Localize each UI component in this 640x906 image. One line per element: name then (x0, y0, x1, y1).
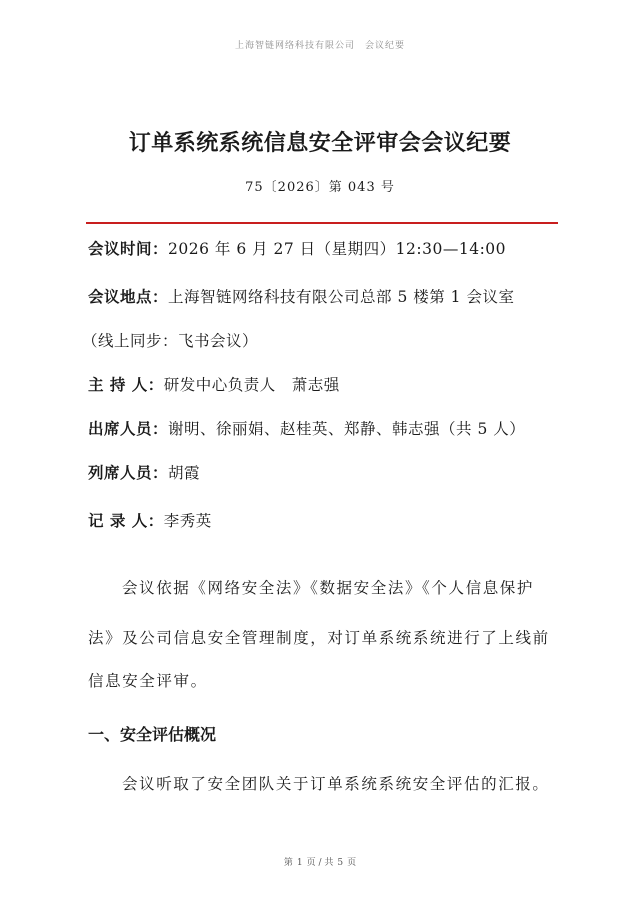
page-header (0, 38, 640, 51)
meeting-location-note (82, 329, 562, 351)
page-footer (0, 855, 640, 868)
document-title: 订单系统系统信息安全评审会会议纪要 (128, 131, 512, 156)
host-value: 研发中心负责人 萧志强 (163, 376, 340, 394)
footer-suffix: 页 (347, 858, 357, 868)
meeting-location-row (88, 285, 568, 307)
intro-paragraph-line-3: 信息安全评审。 (88, 672, 208, 690)
observers-value: 胡霞 (168, 464, 201, 482)
recorder-value: 李秀英 (163, 512, 212, 530)
meeting-time-row (88, 237, 568, 259)
meeting-attendees-row (88, 417, 568, 439)
attendees-label: 出席人员： (88, 420, 169, 438)
header-doc-type: 会议纪要 (365, 41, 406, 51)
attendees-value: 谢明、徐丽娟、赵桂英、郑静、韩志强（共 5 人） (168, 420, 526, 438)
meeting-location-label: 会议地点： (88, 288, 169, 306)
meeting-observers-row (88, 461, 568, 483)
footer-page-number: 1 (296, 858, 303, 868)
section1-paragraph-line-1: 会议听取了安全团队关于订单系统系统安全评估的汇报。 (122, 775, 550, 793)
observers-label: 列席人员： (88, 464, 169, 482)
section-heading-1: 一、安全评估概况 (88, 725, 217, 744)
meeting-location-value: 上海智链网络科技有限公司总部 5 楼第 1 会议室 (168, 288, 515, 306)
intro-paragraph-line-2: 法》及公司信息安全管理制度，对订单系统系统进行了上线前 (88, 629, 550, 647)
red-divider-rule (86, 222, 558, 224)
meeting-recorder-row (88, 509, 568, 531)
host-label: 主 持 人： (88, 376, 164, 394)
meeting-host-row (88, 373, 568, 395)
footer-page-total: 5 (337, 858, 344, 868)
meeting-time-label: 会议时间： (88, 240, 169, 258)
location-note-text: （线上同步：飞书会议） (82, 332, 259, 350)
intro-paragraph-line-1: 会议依据《网络安全法》《数据安全法》《个人信息保护 (122, 579, 535, 597)
footer-prefix: 第 (283, 858, 293, 868)
meeting-time-value: 2026 年 6 月 27 日（星期四）12:30—14:00 (168, 240, 507, 258)
recorder-label: 记 录 人： (88, 512, 164, 530)
header-company: 上海智链网络科技有限公司 (234, 41, 355, 51)
footer-mid: 页 / 共 (306, 858, 334, 868)
document-number: 75〔2026〕第 043 号 (245, 180, 395, 195)
